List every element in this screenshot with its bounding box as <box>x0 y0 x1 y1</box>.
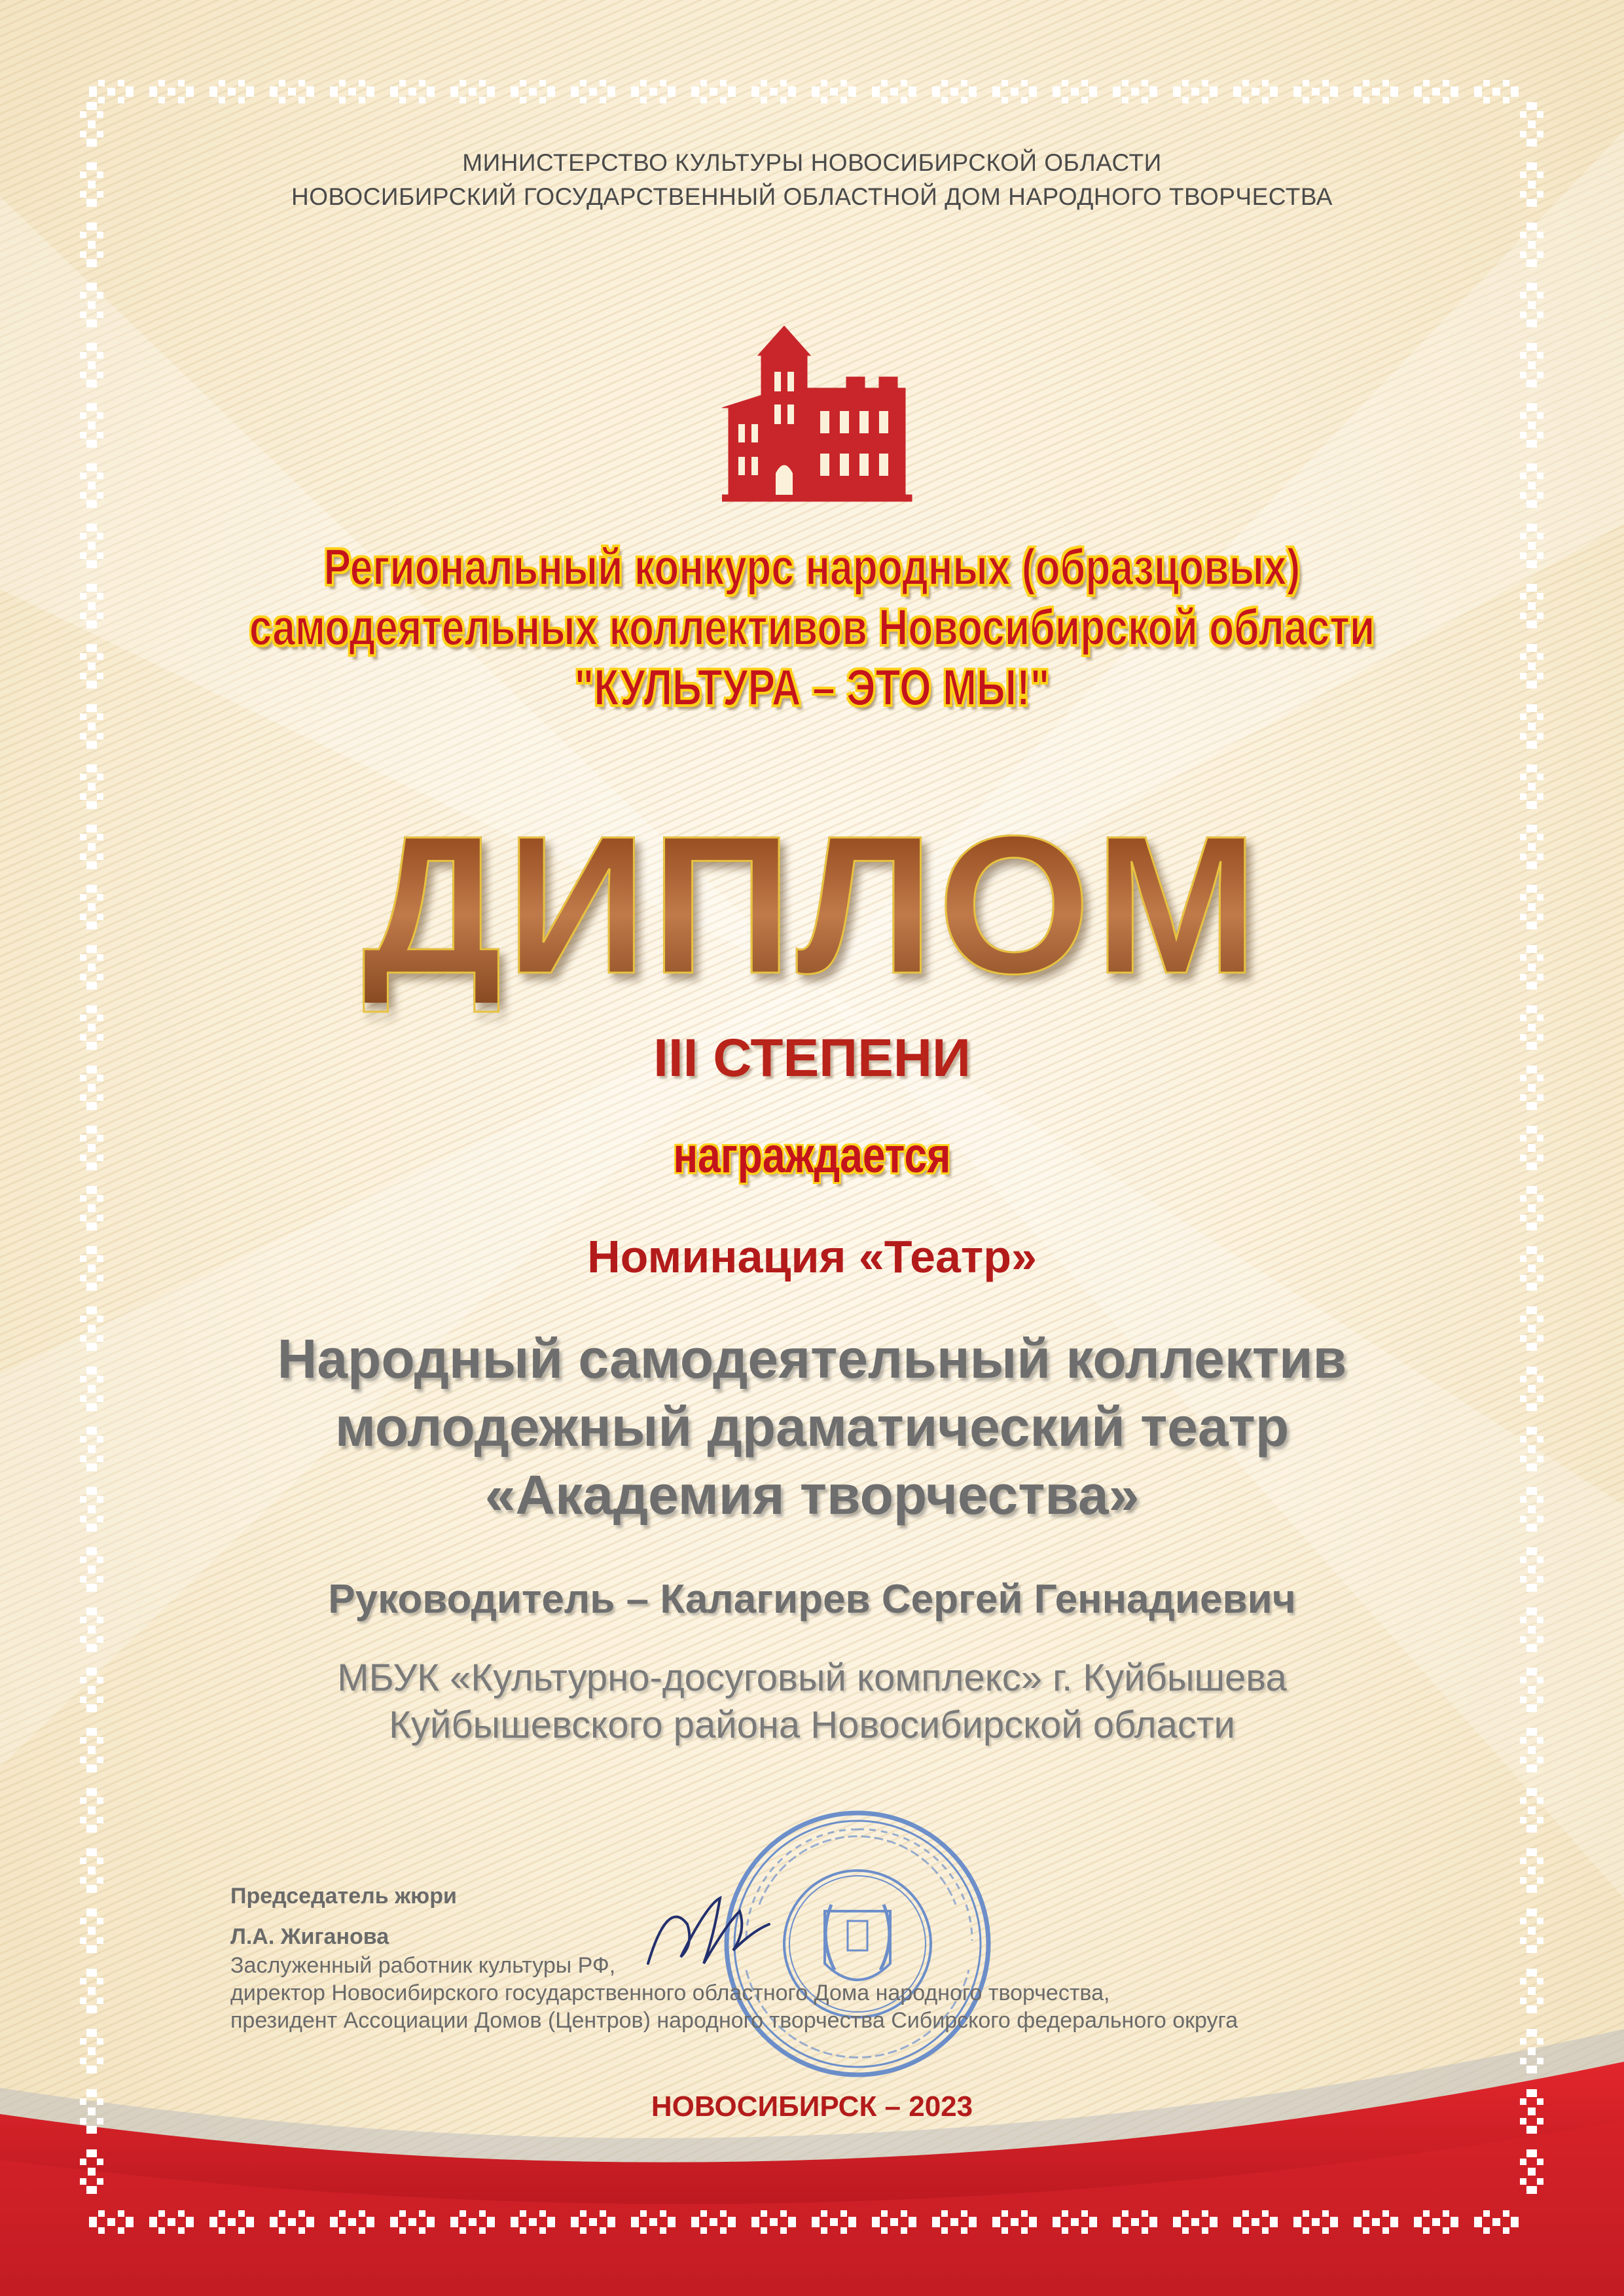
jury-chair-title3: президент Ассоциации Домов (Центров) народного творчества Сибирского федерального округа <box>230 2008 1238 2033</box>
border-motif <box>80 223 103 267</box>
border-motif <box>1520 1969 1543 2013</box>
border-motif <box>1053 80 1097 103</box>
border-motif <box>80 1909 103 1953</box>
border-motif <box>1414 2210 1458 2234</box>
border-motif <box>1474 80 1519 103</box>
border-motif <box>1173 80 1218 103</box>
border-motif <box>450 2210 495 2234</box>
border-motif <box>1354 2210 1398 2234</box>
border-motif <box>872 80 916 103</box>
border-motif <box>80 1969 103 2013</box>
nomination: Номинация «Театр» <box>587 1231 1037 1282</box>
border-motif <box>691 2210 736 2234</box>
border-motif <box>992 2210 1037 2234</box>
border-motif <box>812 80 856 103</box>
header-house: НОВОСИБИРСКИЙ ГОСУДАРСТВЕННЫЙ ОБЛАСТНОЙ ДОМ НАРОДНОГО ТВОРЧЕСТВА <box>291 183 1333 210</box>
border-motif <box>932 2210 977 2234</box>
border-motif <box>1293 2210 1338 2234</box>
recipient-line2: молодежный драматический театр <box>334 1396 1290 1458</box>
border-motif <box>80 1126 103 1170</box>
border-motif <box>1233 80 1278 103</box>
contest-title <box>0 537 1624 717</box>
border-motif <box>450 80 495 103</box>
border-motif <box>1233 2210 1278 2234</box>
city-year: НОВОСИБИРСК – 2023 <box>651 2090 973 2123</box>
border-motif <box>511 80 555 103</box>
border-motif <box>80 343 103 387</box>
border-motif <box>1520 2149 1543 2194</box>
border-motif <box>149 80 194 103</box>
recipient-line1: Народный самодеятельный коллектив <box>277 1328 1347 1390</box>
leader: Руководитель – Калагирев Сергей Геннадиевич <box>328 1577 1296 1622</box>
border-motif <box>270 80 314 103</box>
jury-chair-title2: директор Новосибирского государственного областного Дома народного творчества, <box>230 1981 1110 2005</box>
border-motif <box>80 1788 103 1833</box>
border-motif <box>1293 80 1338 103</box>
border-motif <box>80 102 103 147</box>
jury-chair-label: Председатель жюри <box>230 1884 457 1909</box>
border-motif <box>1520 403 1543 448</box>
recipient <box>0 1325 1624 1529</box>
border-motif <box>1520 1186 1543 1230</box>
diploma-title: ДИПЛОМ <box>0 806 1624 1003</box>
organization <box>0 1655 1624 1749</box>
border-motif <box>1520 1909 1543 1953</box>
border-motif <box>390 80 435 103</box>
border-motif <box>1520 1788 1543 1833</box>
border-motif <box>812 2210 856 2234</box>
border-motif <box>80 2149 103 2194</box>
border-motif <box>1474 2210 1519 2234</box>
border-motif <box>80 1848 103 1893</box>
border-motif <box>1113 2210 1157 2234</box>
border-motif <box>270 2210 314 2234</box>
jury-chair-name: Л.А. Жиганова <box>230 1924 389 1949</box>
organization-line1: МБУК «Культурно-досуговый комплекс» г. Куйбышева <box>337 1657 1287 1699</box>
border-motif <box>1520 1126 1543 1170</box>
border-motif <box>872 2210 916 2234</box>
border-motif <box>571 2210 615 2234</box>
border-motif <box>1520 764 1543 809</box>
border-motif <box>1113 80 1157 103</box>
border-motif <box>932 80 977 103</box>
border-motif <box>1520 463 1543 508</box>
border-motif <box>80 403 103 448</box>
border-motif <box>571 80 615 103</box>
border-motif <box>80 764 103 809</box>
border-motif <box>330 80 374 103</box>
border-motif <box>330 2210 374 2234</box>
jury-chair-title1: Заслуженный работник культуры РФ, <box>230 1953 616 1978</box>
border-motif <box>751 2210 796 2234</box>
contest-title-line1: Региональный конкурс народных (образцовых) <box>323 538 1301 596</box>
awarded-label: награждается <box>673 1128 951 1183</box>
border-motif <box>1173 2210 1218 2234</box>
border-motif <box>89 80 134 103</box>
border-motif <box>149 2210 194 2234</box>
border-motif <box>80 2029 103 2073</box>
degree: III СТЕПЕНИ <box>653 1028 971 1088</box>
border-motif <box>1053 2210 1097 2234</box>
border-motif <box>209 80 254 103</box>
border-motif <box>631 2210 676 2234</box>
border-motif <box>390 2210 435 2234</box>
border-motif <box>1414 80 1458 103</box>
border-motif <box>1520 2029 1543 2073</box>
border-motif <box>80 463 103 508</box>
border-motif <box>1520 343 1543 387</box>
contest-title-line3: "КУЛЬТУРА – ЭТО МЫ!" <box>574 658 1050 716</box>
border-motif <box>1354 80 1398 103</box>
border-motif <box>1520 1848 1543 1893</box>
border-motif <box>631 80 676 103</box>
border-motif <box>1520 283 1543 327</box>
handwritten-signature <box>641 1885 772 1977</box>
border-motif <box>1520 223 1543 267</box>
organization-line2: Куйбышевского района Новосибирской области <box>389 1704 1235 1746</box>
header-ministry: МИНИСТЕРСТВО КУЛЬТУРЫ НОВОСИБИРСКОЙ ОБЛАСТИ <box>462 149 1162 176</box>
border-motif <box>1520 102 1543 147</box>
border-motif <box>992 80 1037 103</box>
border-motif <box>80 1186 103 1230</box>
building-logo <box>722 326 918 503</box>
border-motif <box>751 80 796 103</box>
recipient-line3: «Академия творчества» <box>484 1464 1140 1526</box>
border-motif <box>511 2210 555 2234</box>
border-motif <box>691 80 736 103</box>
border-motif <box>89 2210 134 2234</box>
contest-title-line2: самодеятельных коллективов Новосибирской области <box>249 598 1375 656</box>
border-motif <box>80 283 103 327</box>
border-motif <box>209 2210 254 2234</box>
